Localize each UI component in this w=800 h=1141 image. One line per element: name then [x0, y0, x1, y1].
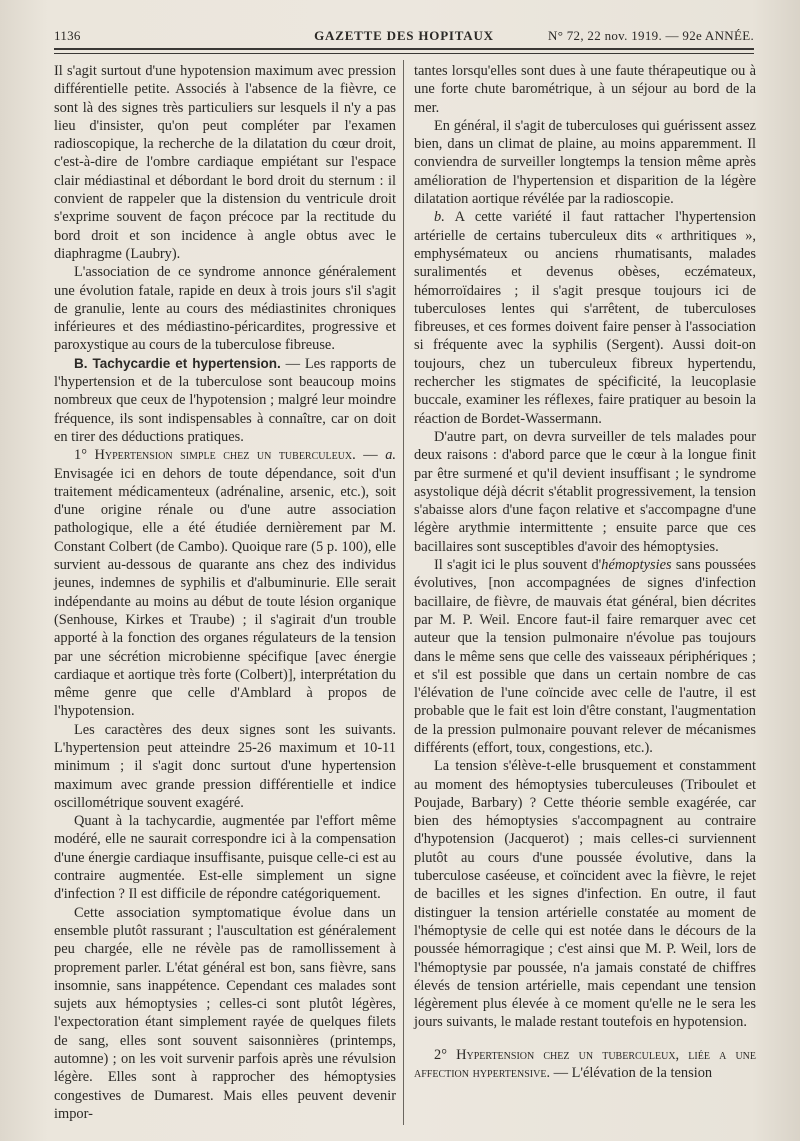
item-letter: b. — [434, 209, 445, 226]
issue-info: N° 72, 22 nov. 1919. — 92e ANNÉE. — [548, 28, 754, 43]
paragraph: D'autre part, on devra surveiller de tels malades pour deux raisons : d'abord parce que le cœur à la longue finit par être surmené et qu'il devient insuffisant ; le syndrome asystolique déjà décrit s'établit progressivement, la tension s'abaisse alors d'une façon relative et s'accompagne d'une légère arythmie intermittente ; ensuite parce que ces bacillaires sont susceptibles d'avoir des hémoptysies. — [414, 428, 756, 555]
italic-term: hémoptysies — [601, 557, 672, 574]
paragraph-text: Envisagée ici en dehors de toute dépendance, soit d'un traitement médicamenteux (adrénaline, arsenic, etc.), soit d'une origine rénale ou d'une autre association pathologique, elle a été étudiée dernièrement par M. Constant Colbert (de Cambo). Quoique rare (5 p. 100), elle survient au-dessous de quarante ans chez des individus jeunes, indemnes de syphilis et d'albuminurie. Elle serait indépendante au moins au début de toute lésion organique (Senhouse, Kirkes et Traube) ; il s'agirait d'un trouble apporté à la fonction des organes régulateurs de la tension par une sécrétion microbienne spécifique [avec énergie cardiaque et aortique très forte (Colbert)], interprétation du même genre que celle d'Amblard à propos de l'hypotension. — [54, 465, 396, 720]
right-column — [414, 62, 756, 1082]
paragraph: L'association de ce syndrome annonce généralement une évolution fatale, rapide en deux à trois jours s'il s'agit de granulie, lente au cours des médiastinites chroniques inférieures et des médiastino-péricardites, progressive et paroxystique au cours de la tuberculose fibreuse. — [54, 264, 396, 354]
header-rule-thin — [54, 53, 754, 54]
paragraph-item-b — [414, 208, 756, 428]
left-column — [54, 62, 396, 1123]
journal-title: GAZETTE DES HOPITAUX — [314, 28, 494, 43]
paragraph-text: — Les rapports de l'hypertension et de la tuberculose sont beaucoup moins nombreux que ceux de l'hypotension ; malgré leur moindre fréquence, ils sont indispensables à connaître, car on doit en tirer des déductions pratiques. — [54, 355, 396, 445]
paragraph-section-b — [54, 355, 396, 446]
page-number: 1136 — [54, 28, 81, 43]
paragraph-text: — L'élévation de la tension — [550, 1065, 713, 1082]
paragraph: La tension s'élève-t-elle brusquement et constamment au moment des hémoptysies tuberculeuses (Triboulet et Poujade, Barbary) ? Cette théorie semble exagérée, car bien des hémoptysies s'accompagnent au contraire d'hypotension (Jacquerot) ; mais celles-ci surviennent plutôt au cours d'une poussée évolutive, dans la tuberculose caséeuse, et coïncident avec la fièvre, le rejet de bacilles et les signes d'infection. En outre, il faut distinguer la tension artérielle constatée au moment de l'hémoptysie de celle qui est notée dans le décours de la poussée hémorragique ; c'est ainsi que M. P. Weil, lors de l'hémoptysie par poussée, n'a jamais constaté de chiffres élevés de tension artérielle, mais cependant une tension légèrement plus élevée à ce moment qu'elle ne le sera les jours suivants, le malade restant toutefois en hypotension. — [414, 758, 756, 1031]
subsection-heading: 2° Hypertension chez un tuberculeux, liée a une affection hypertensive. — [414, 1046, 756, 1082]
paragraph: tantes lorsqu'elles sont dues à une faute thérapeutique ou à une forte chute barométrique, à un séjour au bord de la mer. — [414, 63, 756, 116]
paragraph-subsection-1 — [54, 446, 396, 720]
paragraph-subsection-2 — [414, 1046, 756, 1083]
subsection-heading: 1° Hypertension simple chez un tuberculeux. — [74, 447, 356, 464]
item-letter: a. — [385, 447, 396, 464]
paragraph: Les caractères des deux signes sont les suivants. L'hypertension peut atteindre 25-26 maximum et 10-11 minimum ; il s'agit donc surtout d'une hypertension maximum avec grande pression différentielle et indice oscillométrique souvent exagéré. — [54, 721, 396, 811]
paragraph: En général, il s'agit de tuberculoses qui guérissent assez bien, dans un climat de plaine, au moins apparemment. Il conviendra de surveiller longtemps la tension même après amélioration de l'hypertension et disparition de la légère dilatation aortique révélée par la radioscopie. — [414, 117, 756, 208]
paragraph-text: A cette variété il faut rattacher l'hypertension artérielle de certains tuberculeux dits « arthritiques », emphysémateux ou anciens rhumatisants, malades suralimentés et devenus obèses, eczémateux, hémorroïdaires ; il s'agit presque toujours ici de tuberculoses lentes qui s'arrêtent, de tuberculoses fibreuses, et ces formes doivent faire penser à l'association si fréquente avec la syphilis (Sergent). Aussi doit-on toujours, chez un tuberculeux fibreux hypertendu, rechercher les stigmates de spécificité, la leucoplasie buccale, examiner les réflexes, faire pratiquer au besoin la réaction de Bordet-Wassermann. — [414, 209, 756, 427]
paragraph-hemoptysies — [414, 556, 756, 757]
paragraph-text: Il s'agit ici le plus souvent d' — [434, 557, 602, 574]
column-divider — [403, 60, 404, 1125]
header-rule-thick — [54, 48, 754, 50]
page-header — [54, 28, 754, 46]
paragraph: Il s'agit surtout d'une hypotension maximum avec pression différentielle petite. Associés à l'absence de la fièvre, ce sont là des signes très particuliers sur lesquels il n'y a pas lieu d'insister, qu'on peut compléter par l'examen radioscopique, la recherche de la dilatation du cœur droit, c'est-à-dire de l'ombre cardiaque empiétant sur l'espace clair médiastinal et débordant le bord droit du sternum : il convient de rappeler que la distension du ventricule droit s'exprime souvent de façon précoce par la rectitude du bord droit et son incidence à angle obtus avec le diaphragme (Laubry). — [54, 63, 396, 262]
paragraph: Quant à la tachycardie, augmentée par l'effort même modéré, elle ne saurait correspondre ici à la compensation d'une énergie cardiaque insuffisante, puisque celle-ci est au contraire augmentée. Est-elle simplement un signe d'infection ? Il est difficile de répondre catégoriquement. — [54, 813, 396, 903]
paragraph-text: sans poussées évolutives, [non accompagnées de signes d'infection bacillaire, de fièvre, de mauvais état général, bien décrites par M. P. Weil. Encore faut-il faire remarquer avec cet auteur que la tension pulmonaire n'évolue pas toujours dans le même sens que celle des vaisseaux périphériques ; et s'il est possible que dans un certain nombre de cas l'élévation de l'une coïncide avec celle de l'autre, il est probable que le fait est loin d'être constant, l'augmentation de la pression pulmonaire pouvant relever de mécanismes différents (effort, toux, congestions, etc.). — [414, 557, 756, 756]
section-heading: B. Tachycardie et hypertension. — [74, 355, 281, 371]
dash: — — [355, 447, 386, 464]
paragraph: Cette association symptomatique évolue dans un ensemble plutôt rassurant ; l'auscultation est généralement peu chargée, elle ne révèle pas de ramollissement à proprement parler. L'état général est bon, sans fièvre, sans insomnie, sans inappétence. Cependant ces malades sont sujets aux hémoptysies ; celles-ci sont plutôt légères, l'expectoration étant simplement rayée de quelques filets de sang, elles sont souvent saisonnières (printemps, automne) ; on les voit survenir parfois après une révulsion légère. Elles sont à rapprocher des hémoptysies congestives de Dumarest. Mais elles peuvent devenir impor- — [54, 904, 396, 1122]
